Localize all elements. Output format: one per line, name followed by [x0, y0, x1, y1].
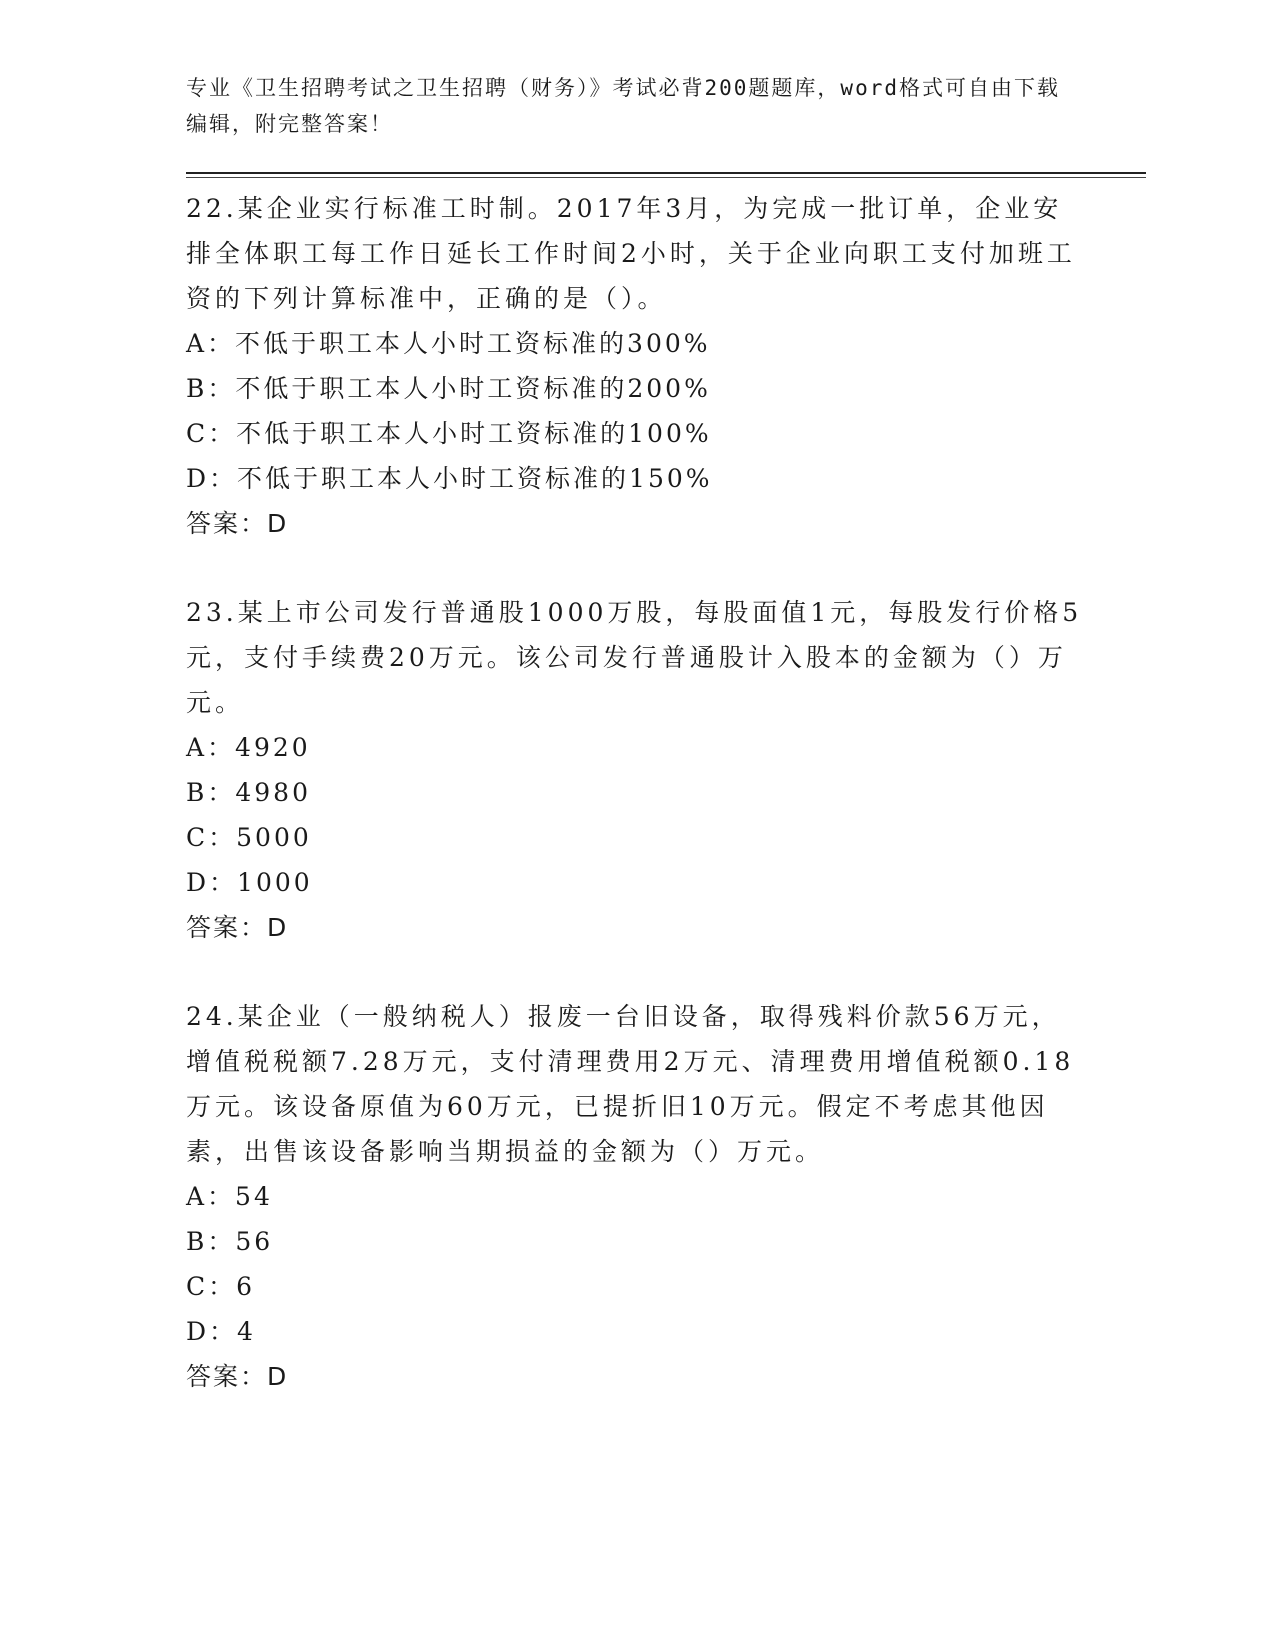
option-b: B：4980	[186, 778, 311, 807]
question-23	[186, 590, 1146, 950]
question-text: 23.某上市公司发行普通股1000万股，每股面值1元，每股发行价格5元，支付手续费20万元。该公司发行普通股计入股本的金额为（）万元。	[186, 598, 1083, 717]
option-c: C：6	[186, 1272, 256, 1301]
document-intro: 专业《卫生招聘考试之卫生招聘（财务）》考试必背200题题库，word格式可自由下载编辑，附完整答案！	[186, 76, 1060, 136]
option-c: C：不低于职工本人小时工资标准的100%	[186, 419, 712, 448]
option-d: D：不低于职工本人小时工资标准的150%	[186, 464, 713, 493]
answer-line: 答案：D	[186, 509, 289, 538]
divider-thin-line	[186, 177, 1146, 178]
option-a: A：不低于职工本人小时工资标准的300%	[186, 329, 711, 358]
option-b: B：56	[186, 1227, 274, 1256]
question-text: 24.某企业（一般纳税人）报废一台旧设备，取得残料价款56万元，增值税税额7.28万元，支付清理费用2万元、清理费用增值税额0.18万元。该设备原值为60万元，已提折旧10万元。假定不考虑其他因素，出售该设备影响当期损益的金额为（）万元。	[186, 1002, 1075, 1166]
answer-line: 答案：D	[186, 1362, 289, 1391]
question-22	[186, 186, 1146, 546]
option-a: A：4920	[186, 733, 311, 762]
option-d: D：1000	[186, 868, 313, 897]
document-page	[186, 70, 1146, 1399]
question-24	[186, 994, 1146, 1399]
divider-thick-line	[186, 172, 1146, 174]
option-c: C：5000	[186, 823, 312, 852]
option-b: B：不低于职工本人小时工资标准的200%	[186, 374, 711, 403]
header-divider	[186, 172, 1146, 178]
answer-line: 答案：D	[186, 913, 289, 942]
option-a: A：54	[186, 1182, 273, 1211]
option-d: D：4	[186, 1317, 256, 1346]
question-text: 22.某企业实行标准工时制。2017年3月，为完成一批订单，企业安排全体职工每工作日延长工作时间2小时，关于企业向职工支付加班工资的下列计算标准中，正确的是（）。	[186, 194, 1076, 313]
